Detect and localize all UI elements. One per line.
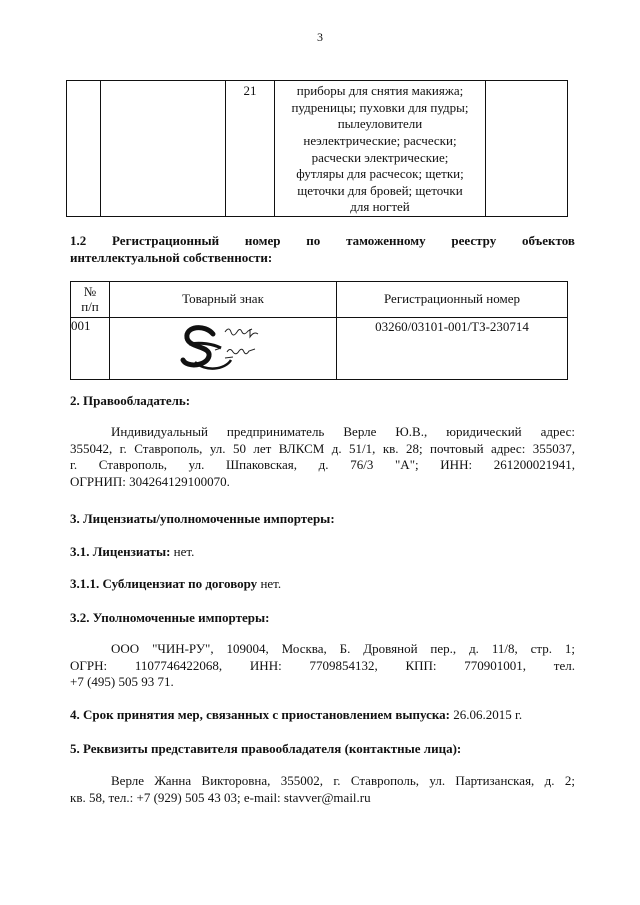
trademark-logo-image	[175, 322, 271, 376]
heading-word: реестру	[451, 233, 497, 248]
page-number: 3	[317, 30, 323, 44]
section-3-1	[70, 544, 194, 561]
goods-line: приборы для снятия макияжа;	[296, 83, 464, 98]
text-line: ООО "ЧИН-РУ", 109004, Москва, Б. Дровяной пер., д. 11/8, стр. 1;	[111, 641, 575, 656]
section-2-body	[70, 424, 575, 491]
section-3-1-1	[70, 576, 281, 593]
section-4-value: 26.06.2015 г.	[450, 707, 523, 722]
heading-word: по	[306, 233, 321, 248]
text-line: +7 (495) 505 93 71.	[70, 674, 174, 690]
goods-line: неэлектрические; расчески;	[303, 132, 457, 148]
goods-line: пылеуловители	[337, 116, 423, 132]
goods-cell-empty-1	[67, 81, 101, 217]
section-1-2-line2: интеллектуальной собственности:	[70, 249, 273, 265]
text-line: Индивидуальный предприниматель Верле Ю.В., юридический адрес:	[111, 424, 575, 439]
section-4-label: 4. Срок принятия мер, связанных с приостановлением выпуска:	[70, 707, 450, 722]
goods-line: для ногтей	[350, 199, 410, 215]
row-number: 001	[71, 318, 110, 380]
section-3-1-label: 3.1. Лицензиаты:	[70, 544, 171, 559]
goods-line: расчески электрические;	[311, 149, 449, 165]
heading-word: таможенному	[346, 233, 426, 248]
goods-list	[275, 81, 486, 217]
trademark-table	[70, 281, 568, 380]
text-line: ОГРН: 1107746422068, ИНН: 7709854132, КПП: 770901001, тел.	[70, 657, 575, 673]
section-3-2-body	[70, 641, 575, 691]
section-1-2-line1	[70, 233, 575, 250]
text-line: ОГРНИП: 304264129100070.	[70, 473, 230, 489]
text-line: кв. 58, тел.: +7 (929) 505 43 03; e-mail: stavver@mail.ru	[70, 789, 371, 805]
text-line: 355042, г. Ставрополь, ул. 50 лет ВЛКСМ д. 51/1, кв. 28; почтовый адрес: 355037,	[70, 440, 575, 456]
section-number: 1.2	[70, 233, 87, 248]
goods-line: щеточки для бровей; щеточки	[297, 182, 463, 198]
section-3-heading: 3. Лицензиаты/уполномоченные импортеры:	[70, 511, 335, 526]
section-1-2-heading	[70, 233, 575, 266]
section-5-body	[70, 773, 575, 806]
goods-line: пудреницы; пуховки для пудры;	[291, 99, 469, 115]
goods-cell-empty-3	[486, 81, 568, 217]
text-line: г. Ставрополь, ул. Шпаковская, д. 76/3 "А"; ИНН: 261200021941,	[70, 457, 575, 473]
header-number	[71, 282, 110, 318]
header-number-symbol: №	[83, 283, 97, 299]
section-3-1-1-label: 3.1.1. Сублицензиат по договору	[70, 576, 258, 591]
section-5-heading: 5. Реквизиты представителя правообладателя (контактные лица):	[70, 741, 462, 756]
registration-number: 03260/03101-001/ТЗ-230714	[337, 318, 568, 380]
heading-word: Регистрационный	[112, 233, 220, 248]
header-number-abbr: п/п	[81, 298, 99, 314]
trademark-logo-cell	[110, 318, 337, 380]
heading-word: объектов	[521, 233, 575, 248]
goods-class-number: 21	[226, 81, 275, 217]
section-2-heading: 2. Правообладатель:	[70, 393, 191, 408]
header-registration-number: Регистрационный номер	[337, 282, 568, 318]
section-3-1-value: нет.	[170, 544, 195, 559]
section-3-1-1-value: нет.	[257, 576, 282, 591]
section-3-2-heading: 3.2. Уполномоченные импортеры:	[70, 610, 270, 625]
section-4	[70, 707, 522, 724]
heading-word: номер	[244, 233, 281, 248]
goods-line: футляры для расчесок; щетки;	[296, 166, 464, 182]
goods-table	[66, 80, 568, 217]
header-trademark: Товарный знак	[110, 282, 337, 318]
text-line: Верле Жанна Викторовна, 355002, г. Ставрополь, ул. Партизанская, д. 2;	[111, 773, 575, 788]
goods-cell-empty-2	[101, 81, 226, 217]
